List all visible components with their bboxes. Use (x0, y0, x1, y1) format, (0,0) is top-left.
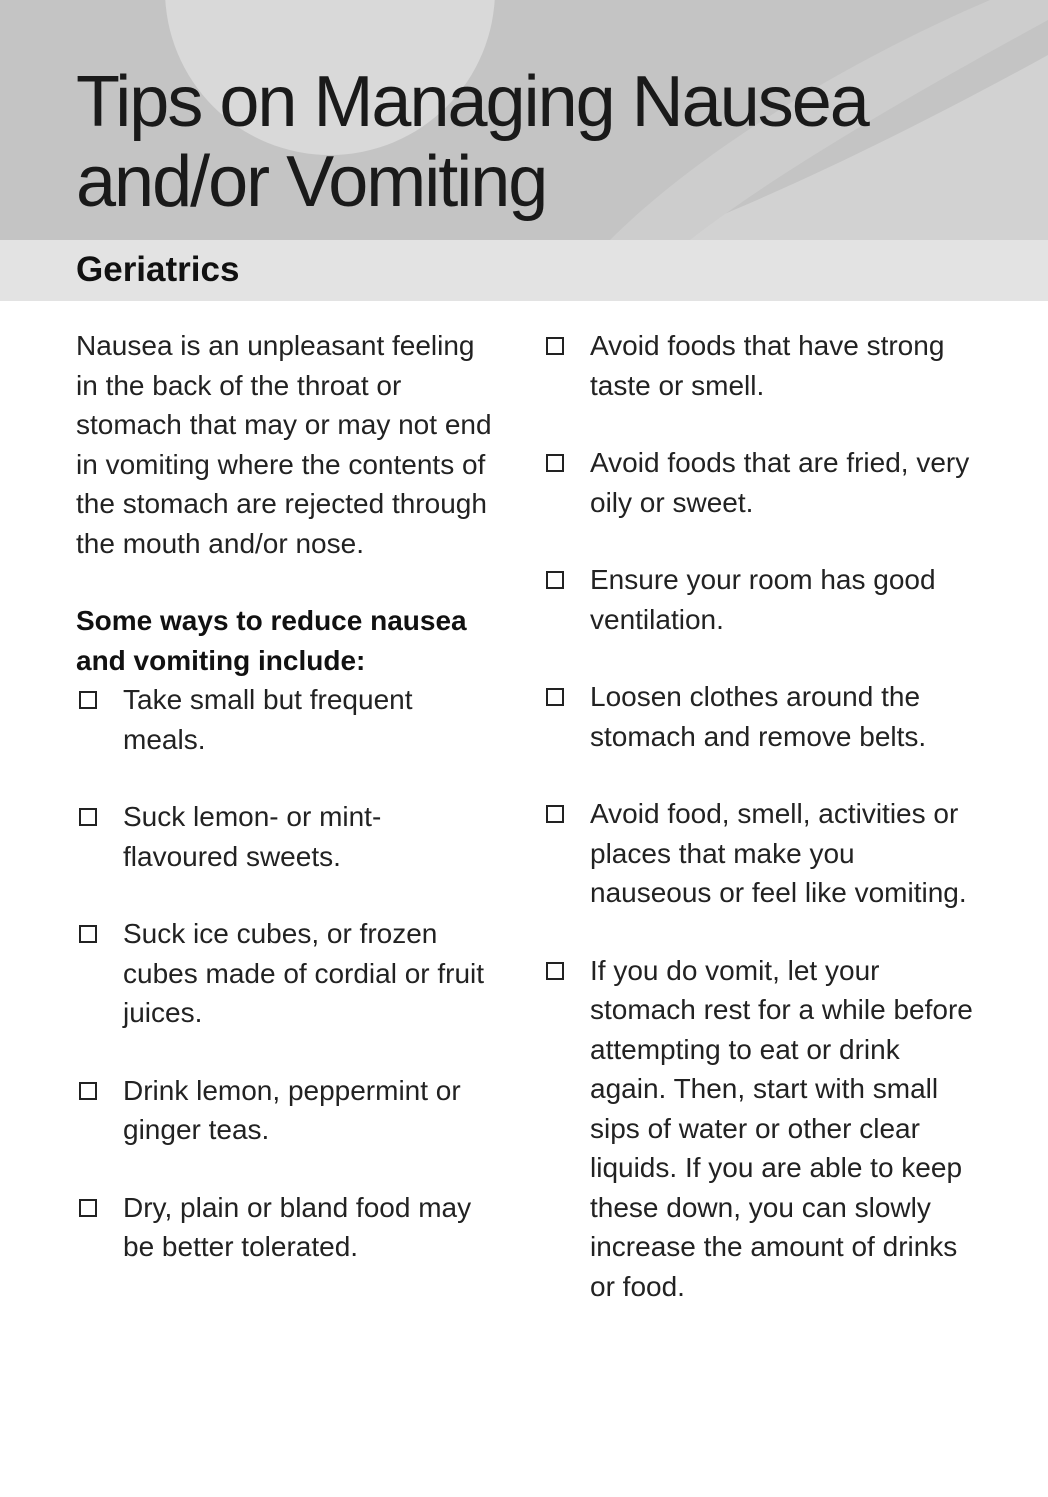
checkbox-icon[interactable] (546, 454, 564, 472)
checkbox-icon[interactable] (546, 571, 564, 589)
tip-item (76, 680, 496, 759)
tip-text: If you do vomit, let your stomach rest for a while before attempting to eat or drink again. Then, start with small sips of water or other clear liquids. If you are able to keep these down, you can slowly increase the amount of drinks or food. (590, 954, 973, 1302)
tip-text: Avoid food, smell, activities or places that make you nauseous or feel like vomiting. (590, 798, 967, 908)
section-bar (0, 240, 1048, 301)
tip-text: Ensure your room has good ventilation. (590, 564, 936, 635)
tip-text: Drink lemon, peppermint or ginger teas. (123, 1074, 461, 1145)
section-title: Geriatrics (76, 250, 240, 289)
tip-item (76, 797, 496, 876)
tip-item (543, 677, 983, 756)
checkbox-icon[interactable] (79, 691, 97, 709)
checkbox-icon[interactable] (546, 805, 564, 823)
checkbox-icon[interactable] (79, 808, 97, 826)
tip-item (543, 326, 983, 405)
checkbox-icon[interactable] (79, 925, 97, 943)
tip-item (76, 1071, 496, 1150)
page-title-line-2: and/or Vomiting (76, 142, 547, 222)
tip-text: Loosen clothes around the stomach and remove belts. (590, 681, 927, 752)
tip-item (543, 560, 983, 639)
tip-item (543, 951, 983, 1307)
tip-text: Take small but frequent meals. (123, 684, 413, 755)
tip-text: Avoid foods that have strong taste or smell. (590, 330, 945, 401)
intro-paragraph: Nausea is an unpleasant feeling in the back of the throat or stomach that may or may not end in vomiting where the contents of the stomach are rejected through the mouth and/or nose. (76, 330, 492, 559)
checkbox-icon[interactable] (79, 1082, 97, 1100)
checkbox-icon[interactable] (546, 688, 564, 706)
checkbox-icon[interactable] (546, 337, 564, 355)
right-column (543, 326, 983, 1344)
tip-text: Dry, plain or bland food may be better tolerated. (123, 1191, 472, 1262)
tip-text: Suck lemon- or mint-flavoured sweets. (123, 801, 382, 872)
tips-list-right (543, 326, 983, 1306)
page-title-line-1: Tips on Managing Nausea (76, 62, 868, 142)
left-column (76, 326, 496, 1305)
tips-heading: Some ways to reduce nausea and vomiting include: (76, 605, 467, 676)
tip-item (543, 443, 983, 522)
tips-list-left (76, 680, 496, 1267)
header-banner (0, 0, 1048, 240)
tip-text: Avoid foods that are fried, very oily or sweet. (590, 447, 970, 518)
tip-item (76, 1188, 496, 1267)
checkbox-icon[interactable] (79, 1199, 97, 1217)
page-title (76, 62, 868, 222)
tip-item (543, 794, 983, 913)
checkbox-icon[interactable] (546, 962, 564, 980)
tip-text: Suck ice cubes, or frozen cubes made of cordial or fruit juices. (123, 918, 485, 1028)
tip-item (76, 914, 496, 1033)
